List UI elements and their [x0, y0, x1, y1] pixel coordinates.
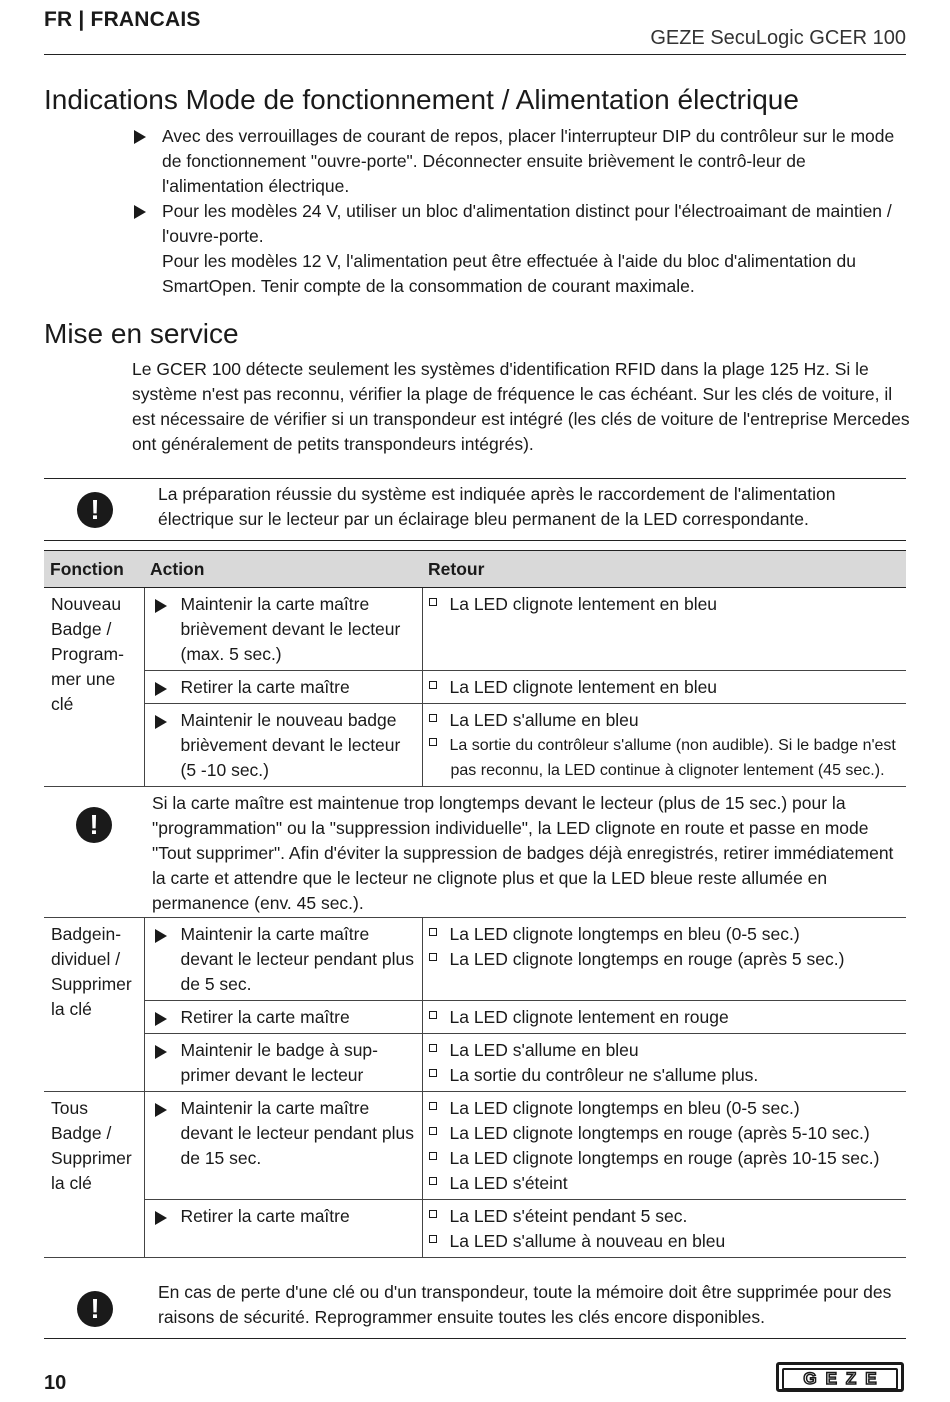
page-number: 10 [44, 1372, 67, 1394]
geze-logo: GEZE [776, 1362, 904, 1392]
return-cell: La LED clignote longtemps en bleu (0-5 sec.) La LED clignote longtemps en rouge (après 5-10 sec.) La LED clignote longtemps en rouge (après 10-15 sec.) La LED s'éteint [422, 1092, 906, 1200]
page-header [44, 0, 906, 55]
small-square-icon [429, 1177, 437, 1185]
table-row [44, 671, 906, 704]
operating-mode-bullets [132, 124, 912, 299]
bullet-item: Avec des verrouillages de courant de repos, placer l'interrupteur DIP du contrôleur sur le mode de fonctionnement "ouvre-porte". Déconnecter ensuite brièvement le contrô-leur de l'alimentation électrique. [132, 124, 912, 199]
table-row [44, 1001, 906, 1034]
commissioning-intro: Le GCER 100 détecte seulement les systèmes d'identification RFID dans la plage 125 Hz. Si le système n'est pas reconnu, vérifier la plage de fréquence le cas échéant. Sur les clés de voiture, il est nécessaire de vérifier si un transpondeur est intégré (les clés de voiture de l'entreprise Mercedes ont généralement de petits transpondeurs intégrés). [132, 359, 910, 454]
triangle-bullet-icon [155, 715, 167, 729]
small-square-icon [429, 681, 437, 689]
small-square-icon [429, 1011, 437, 1019]
table-row [44, 704, 906, 787]
header-action: Action [144, 551, 422, 588]
small-square-icon [429, 1127, 437, 1135]
table-row [44, 1200, 906, 1258]
action-cell: Retirer la carte maître [144, 1001, 422, 1034]
action-cell: Maintenir le nouveau badge brièvement devant le lecteur (5 -10 sec.) [144, 704, 422, 787]
triangle-bullet-icon [134, 130, 146, 144]
note-box-system-ready [44, 478, 906, 541]
table-header-row [44, 551, 906, 588]
note-text: En cas de perte d'une clé ou d'un transpondeur, toute la mémoire doit être supprimée pour des raisons de sécurité. Reprogrammer ensuite toutes les clés encore disponibles. [158, 1282, 892, 1327]
triangle-bullet-icon [155, 599, 167, 613]
language-label: FR | FRANCAIS [44, 8, 201, 31]
small-square-icon [429, 1044, 437, 1052]
note-text: Si la carte maître est maintenue trop longtemps devant le lecteur (plus de 15 sec.) pour la "programmation" ou la "suppression individuelle", la LED clignote en route et passe en mode "Tout supprimer". Afin d'éviter la suppression de badges déjà enregistrés, retirer immédiatement la carte et attendre que le lecteur ne clignote plus et que la LED bleue reste allumée en permanence (env. 45 sec.). [152, 793, 894, 913]
small-square-icon [429, 953, 437, 961]
small-square-icon [429, 1210, 437, 1218]
small-square-icon [429, 1235, 437, 1243]
exclamation-circle-icon: ! [77, 1291, 113, 1327]
header-function: Fonction [44, 551, 144, 588]
product-name: GEZE SecuLogic GCER 100 [650, 27, 906, 49]
small-square-icon [429, 714, 437, 722]
return-cell: La LED s'allume en bleu La sortie du contrôleur ne s'allume plus. [422, 1034, 906, 1092]
small-square-icon [429, 1069, 437, 1077]
function-table [44, 550, 906, 1258]
function-cell: Badgein-dividuel / Supprimer la clé [44, 918, 144, 1092]
triangle-bullet-icon [134, 205, 146, 219]
small-square-icon [429, 1102, 437, 1110]
return-cell: La LED s'allume en bleu La sortie du contrôleur s'allume (non audible). Si le badge n'est pas reconnu, la LED continue à clignoter lentement (45 sec.). [422, 704, 906, 787]
triangle-bullet-icon [155, 929, 167, 943]
triangle-bullet-icon [155, 1045, 167, 1059]
return-cell: La LED clignote lentement en bleu [422, 588, 906, 671]
note-text: La préparation réussie du système est indiquée après le raccordement de l'alimentation électrique sur le lecteur par un éclairage bleu permanent de la LED correspondante. [158, 484, 836, 529]
note-box-key-loss [44, 1266, 906, 1339]
table-row [44, 1092, 906, 1200]
small-square-icon [429, 598, 437, 606]
table-row [44, 588, 906, 671]
section-title-operating-mode: Indications Mode de fonctionnement / Alimentation électrique [44, 84, 799, 115]
return-cell: La LED clignote longtemps en bleu (0-5 sec.) La LED clignote longtemps en rouge (après 5 sec.) [422, 918, 906, 1001]
header-return: Retour [422, 551, 906, 588]
action-cell: Maintenir la carte maître brièvement devant le lecteur (max. 5 sec.) [144, 588, 422, 671]
table-row [44, 918, 906, 1001]
section-title-commissioning: Mise en service [44, 318, 239, 349]
bullet-item: Pour les modèles 24 V, utiliser un bloc d'alimentation distinct pour l'électroaimant de maintien / l'ouvre-porte. Pour les modèles 12 V, l'alimentation peut être effectuée à l'aide du bloc d'alimentation du SmartOpen. Tenir compte de la consommation de courant maximale. [132, 199, 912, 299]
triangle-bullet-icon [155, 682, 167, 696]
table-row [44, 1034, 906, 1092]
small-square-icon [429, 1152, 437, 1160]
action-cell: Maintenir la carte maître devant le lecteur pendant plus de 15 sec. [144, 1092, 422, 1200]
exclamation-circle-icon: ! [77, 492, 113, 528]
exclamation-circle-icon: ! [76, 807, 112, 843]
table-note-row [44, 787, 906, 918]
function-cell: Tous Badge / Supprimer la clé [44, 1092, 144, 1258]
return-cell: La LED s'éteint pendant 5 sec. La LED s'allume à nouveau en bleu [422, 1200, 906, 1258]
return-cell: La LED clignote lentement en rouge [422, 1001, 906, 1034]
action-cell: Maintenir la carte maître devant le lecteur pendant plus de 5 sec. [144, 918, 422, 1001]
triangle-bullet-icon [155, 1012, 167, 1026]
action-cell: Maintenir le badge à sup-primer devant le lecteur [144, 1034, 422, 1092]
triangle-bullet-icon [155, 1103, 167, 1117]
small-square-icon [429, 928, 437, 936]
small-square-icon [429, 738, 437, 746]
function-cell: Nouveau Badge / Program-mer une clé [44, 588, 144, 787]
triangle-bullet-icon [155, 1211, 167, 1225]
return-cell: La LED clignote lentement en bleu [422, 671, 906, 704]
action-cell: Retirer la carte maître [144, 1200, 422, 1258]
action-cell: Retirer la carte maître [144, 671, 422, 704]
